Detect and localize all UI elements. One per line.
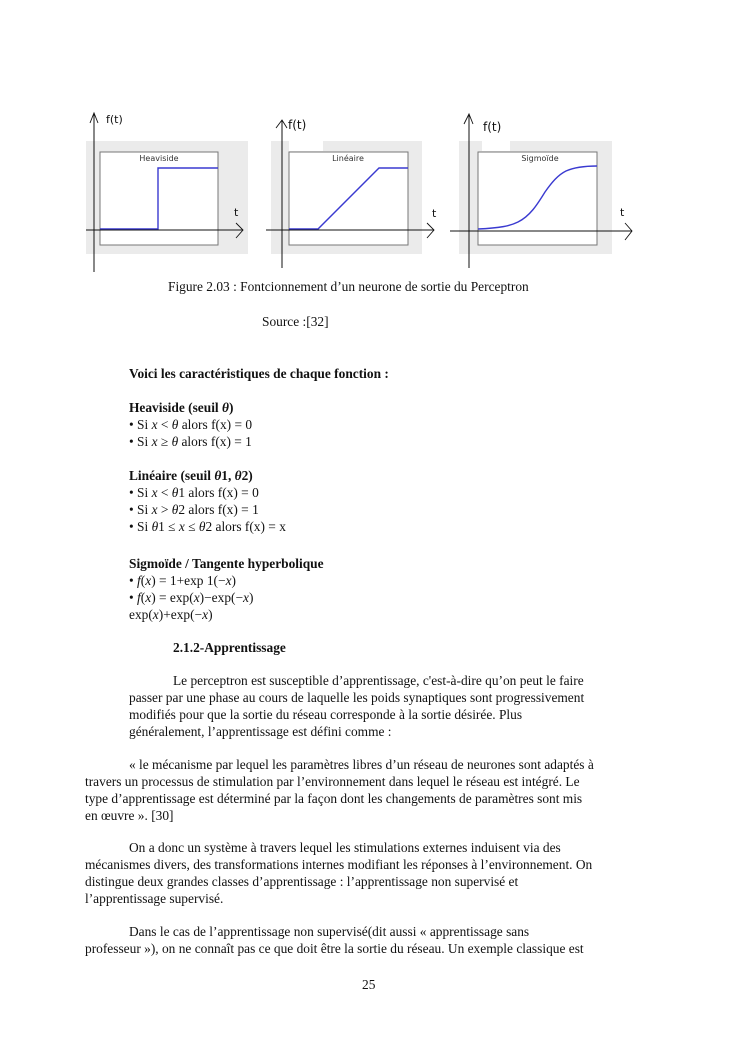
paragraph-line: « le mécanisme par lequel les paramètres libres d’un réseau de neurones sont adaptés à (129, 757, 594, 772)
theta-symbol: θ (171, 434, 179, 449)
paragraph-quote (85, 756, 594, 824)
lineaire-rule-1 (129, 484, 259, 501)
rule-text: • Si (129, 434, 152, 449)
page-number: 25 (362, 977, 376, 992)
var-x: x (152, 607, 159, 622)
y-axis-label: f(t) (106, 113, 123, 126)
lineaire-rule-2 (129, 501, 259, 518)
rule-text: 2 alors f(x) = x (205, 519, 286, 534)
var-x: x (151, 502, 158, 517)
paragraph-line: l’apprentissage supervisé. (85, 891, 224, 906)
paragraph-line: modifiés pour que la sortie du réseau corresponde à la sortie désirée. Plus (129, 707, 523, 722)
bullet: • (129, 573, 138, 588)
var-x: x (145, 573, 152, 588)
paren: ) (151, 590, 156, 605)
lineaire-rule-3 (129, 518, 286, 535)
figure-activation-functions (0, 0, 744, 280)
panel-notch (289, 141, 323, 151)
rule-text: • Si (129, 417, 152, 432)
chart-frame (100, 152, 218, 245)
formula-text: )+exp(− (158, 607, 203, 622)
var-x: x (145, 590, 152, 605)
paragraph-line: en œuvre ». [30] (85, 808, 174, 823)
paragraph-line: mécanismes divers, des transformations internes modifiant les réponses à l’environnement. On (85, 857, 593, 872)
var-x: x (151, 434, 158, 449)
heading-text: 2) (241, 468, 253, 483)
y-axis-label: f(t) (288, 118, 307, 132)
operator: < (157, 485, 172, 500)
theta-symbol: θ (171, 417, 179, 432)
paren: ( (140, 573, 146, 588)
formula-text: exp( (129, 607, 153, 622)
theta-symbol: θ (234, 468, 242, 483)
bullet: • (129, 590, 138, 605)
var-x: x (178, 519, 185, 534)
theta-symbol: θ (151, 519, 159, 534)
rule-text: 1 alors f(x) = 0 (178, 485, 259, 500)
heading-text: ) (228, 400, 234, 415)
y-axis-label: f(t) (483, 120, 502, 134)
theta-symbol: θ (214, 468, 222, 483)
rule-text: 2 alors f(x) = 1 (178, 502, 259, 517)
heading-text: Linéaire (seuil (129, 468, 215, 483)
var-x: x (151, 485, 158, 500)
formula-text: )−exp(− (199, 590, 244, 605)
paren: ) (208, 607, 213, 622)
theta-symbol: θ (171, 485, 179, 500)
chart-title: Sigmoïde (521, 154, 559, 163)
paragraph-4 (85, 923, 584, 957)
intro-heading: Voici les caractéristiques de chaque fonction : (129, 366, 389, 381)
paragraph-line: passer par une phase au cours de laquelle les poids synaptiques sont progressivement (129, 690, 585, 705)
chart-heaviside (86, 113, 248, 272)
x-axis-label: t (620, 206, 625, 219)
rule-text: • Si (129, 502, 152, 517)
var-x: x (243, 590, 249, 605)
panel-notch (482, 141, 510, 151)
paragraph-line: On a donc un système à travers lequel les stimulations externes induisent via des (129, 840, 561, 855)
operator: > (157, 502, 172, 517)
rule-text: • Si (129, 485, 152, 500)
paragraph-line: travers un processus de stimulation par l’environnement dans lequel le réseau est intégré. Le (85, 774, 580, 789)
figure-caption: Figure 2.03 : Fontcionnement d’un neurone de sortie du Perceptron (168, 279, 529, 294)
var-f: f (137, 590, 141, 605)
chart-sigmoide (450, 114, 632, 268)
sigmoide-heading: Sigmoïde / Tangente hyperbolique (129, 556, 324, 571)
rule-text: alors f(x) = 0 (178, 417, 253, 432)
chart-lineaire (266, 118, 437, 268)
sigmoide-formula-1 (129, 572, 236, 589)
formula-text: = exp( (155, 590, 194, 605)
paragraph-line: distingue deux grandes classes d’apprentissage : l’apprentissage non supervisé et (85, 874, 519, 889)
operator: < (157, 417, 172, 432)
x-axis-label: t (432, 207, 437, 220)
rule-text: alors f(x) = 1 (178, 434, 252, 449)
lineaire-heading (129, 467, 253, 484)
paragraph-1 (129, 672, 584, 740)
heaviside-rule-2 (129, 433, 252, 450)
var-x: x (225, 573, 232, 588)
operator: ≥ (157, 434, 172, 449)
paragraph-3 (85, 839, 592, 907)
var-x: x (202, 607, 209, 622)
theta-symbol: θ (222, 400, 229, 415)
heading-text: Heaviside (seuil (129, 400, 222, 415)
paragraph-line: professeur »), on ne connaît pas ce que doit être la sortie du réseau. Un exemple classique est (85, 941, 584, 956)
heaviside-rule-1 (129, 416, 252, 433)
figure-source: Source :[32] (262, 314, 329, 329)
paragraph-line: Dans le cas de l’apprentissage non supervisé(dit aussi « apprentissage sans (129, 924, 530, 939)
paragraph-line: généralement, l’apprentissage est défini comme : (129, 724, 392, 739)
var-f: f (137, 573, 141, 588)
paren: ) (151, 573, 156, 588)
theta-symbol: θ (198, 519, 206, 534)
sigmoide-formula-2-denominator (129, 606, 213, 623)
heading-text: 1, (221, 468, 235, 483)
rule-text: • Si (129, 519, 152, 534)
paren: ) (231, 573, 236, 588)
var-x: x (151, 417, 158, 432)
sigmoide-formula-2 (129, 589, 253, 606)
section-heading: 2.1.2-Apprentissage (173, 640, 286, 655)
operator: ≤ (184, 519, 199, 534)
heaviside-heading (129, 399, 233, 416)
paren: ( (140, 590, 146, 605)
paren: ) (248, 590, 254, 605)
operator: 1 ≤ (158, 519, 179, 534)
paragraph-line: type d’apprentissage est déterminé par la façon dont les changements de paramètres sont mis (85, 791, 583, 806)
var-x: x (193, 590, 200, 605)
paragraph-line: Le perceptron est susceptible d’apprentissage, c'est-à-dire qu’on peut le faire (173, 673, 584, 688)
chart-title: Linéaire (332, 154, 364, 163)
formula-text: = 1+exp 1(− (155, 573, 226, 588)
x-axis-label: t (234, 206, 239, 219)
theta-symbol: θ (171, 502, 179, 517)
chart-title: Heaviside (139, 154, 179, 163)
